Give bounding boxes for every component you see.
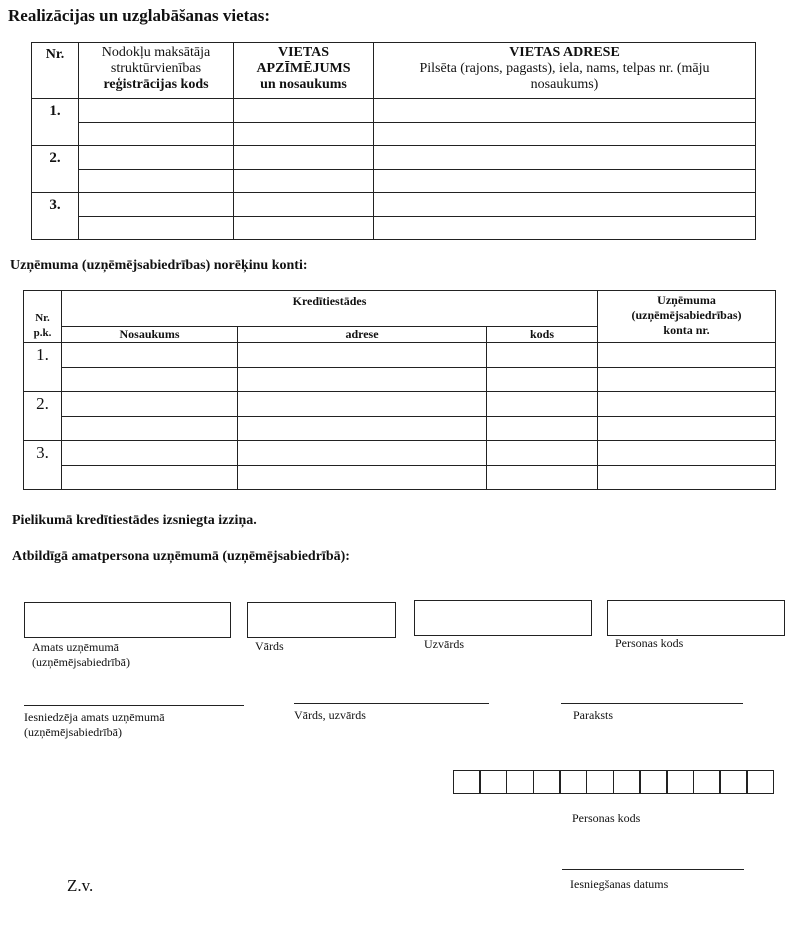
last-name-input[interactable] <box>414 600 592 636</box>
header-reg-code: Nodokļu maksātāja struktūrvienības reģistrācijas kods <box>79 43 234 99</box>
digit-box[interactable] <box>586 770 614 794</box>
table-cell[interactable] <box>234 146 374 170</box>
stamp-place: Z.v. <box>67 876 94 895</box>
responsible-title: Atbildīgā amatpersona uzņēmumā (uzņēmējsabiedrībā): <box>12 549 350 564</box>
table-cell[interactable] <box>487 368 598 392</box>
personal-code-label: Personas kods <box>615 636 684 650</box>
table-cell[interactable] <box>598 392 776 417</box>
table-cell[interactable] <box>238 368 487 392</box>
table-cell[interactable] <box>487 417 598 441</box>
row-number: 3. <box>24 441 62 490</box>
table-cell[interactable] <box>79 217 234 240</box>
table-cell[interactable] <box>598 466 776 490</box>
signature-line[interactable] <box>561 703 743 704</box>
position-label: Amats uzņēmumā (uzņēmējsabiedrībā) <box>32 640 130 669</box>
table-cell[interactable] <box>62 417 238 441</box>
section2-title: Uzņēmuma (uzņēmējsabiedrības) norēķinu konti: <box>10 258 308 273</box>
table-cell[interactable] <box>234 123 374 146</box>
submitter-name-line[interactable] <box>294 703 489 704</box>
table-cell[interactable] <box>374 217 756 240</box>
table-cell[interactable] <box>598 417 776 441</box>
table-cell[interactable] <box>62 466 238 490</box>
digit-box[interactable] <box>613 770 641 794</box>
table-cell[interactable] <box>487 392 598 417</box>
digit-box[interactable] <box>666 770 694 794</box>
table-cell[interactable] <box>62 343 238 368</box>
table-cell[interactable] <box>238 466 487 490</box>
table-cell[interactable] <box>238 417 487 441</box>
digit-box[interactable] <box>746 770 774 794</box>
header-nr-pk: Nr. p.k. <box>24 291 62 343</box>
header-place-address: VIETAS ADRESE Pilsēta (rajons, pagasts), iela, nams, telpas nr. (māju nosaukums) <box>374 43 756 99</box>
digit-box[interactable] <box>479 770 507 794</box>
locations-table <box>31 42 756 240</box>
submitter-position-line[interactable] <box>24 705 244 706</box>
table-cell[interactable] <box>62 368 238 392</box>
table-cell[interactable] <box>374 170 756 193</box>
header-place-name: VIETAS APZĪMĒJUMS un nosaukums <box>234 43 374 99</box>
first-name-label: Vārds <box>255 639 284 653</box>
bank-accounts-table <box>23 290 776 490</box>
table-cell[interactable] <box>598 343 776 368</box>
personal-code-digits[interactable] <box>454 770 774 794</box>
table-cell[interactable] <box>234 193 374 217</box>
table-cell[interactable] <box>234 217 374 240</box>
table-cell[interactable] <box>487 441 598 466</box>
date-line[interactable] <box>562 869 744 870</box>
digit-box[interactable] <box>506 770 534 794</box>
last-name-label: Uzvārds <box>424 637 464 651</box>
attachment-note: Pielikumā kredītiestādes izsniegta izziņa. <box>12 513 257 528</box>
table-cell[interactable] <box>374 123 756 146</box>
table-cell[interactable] <box>234 99 374 123</box>
personal-code-input[interactable] <box>607 600 785 636</box>
table-cell[interactable] <box>62 441 238 466</box>
table-cell[interactable] <box>79 99 234 123</box>
row-number: 2. <box>24 392 62 441</box>
table-cell[interactable] <box>374 146 756 170</box>
table-cell[interactable] <box>487 466 598 490</box>
signature-label: Paraksts <box>573 708 613 722</box>
table-cell[interactable] <box>598 368 776 392</box>
table-cell[interactable] <box>238 392 487 417</box>
table-cell[interactable] <box>79 146 234 170</box>
table-cell[interactable] <box>79 123 234 146</box>
digit-box[interactable] <box>693 770 721 794</box>
submitter-name-label: Vārds, uzvārds <box>294 708 366 722</box>
table-cell[interactable] <box>238 343 487 368</box>
header-bank-code: kods <box>487 327 598 343</box>
table-cell[interactable] <box>238 441 487 466</box>
row-number: 2. <box>32 146 79 193</box>
header-credit-institutions: Kredītiestādes <box>62 291 598 327</box>
table-cell[interactable] <box>374 99 756 123</box>
digit-box[interactable] <box>533 770 561 794</box>
row-number: 3. <box>32 193 79 240</box>
header-bank-address: adrese <box>238 327 487 343</box>
section1-title: Realizācijas un uzglabāšanas vietas: <box>8 6 271 25</box>
table-cell[interactable] <box>62 392 238 417</box>
digit-box[interactable] <box>639 770 667 794</box>
digit-box[interactable] <box>559 770 587 794</box>
submitter-personal-code-label: Personas kods <box>572 811 641 825</box>
digit-box[interactable] <box>453 770 481 794</box>
table-cell[interactable] <box>79 170 234 193</box>
table-cell[interactable] <box>487 343 598 368</box>
date-label: Iesniegšanas datums <box>570 877 669 891</box>
submitter-position-label: Iesniedzēja amats uzņēmumā (uzņēmējsabiedrībā) <box>24 710 165 739</box>
table-cell[interactable] <box>374 193 756 217</box>
digit-box[interactable] <box>719 770 747 794</box>
header-account-number: Uzņēmuma (uzņēmējsabiedrības) konta nr. <box>598 291 776 343</box>
table-cell[interactable] <box>79 193 234 217</box>
header-bank-name: Nosaukums <box>62 327 238 343</box>
row-number: 1. <box>32 99 79 146</box>
table-cell[interactable] <box>598 441 776 466</box>
position-input[interactable] <box>24 602 231 638</box>
table-cell[interactable] <box>234 170 374 193</box>
header-nr: Nr. <box>32 43 79 99</box>
first-name-input[interactable] <box>247 602 396 638</box>
row-number: 1. <box>24 343 62 392</box>
